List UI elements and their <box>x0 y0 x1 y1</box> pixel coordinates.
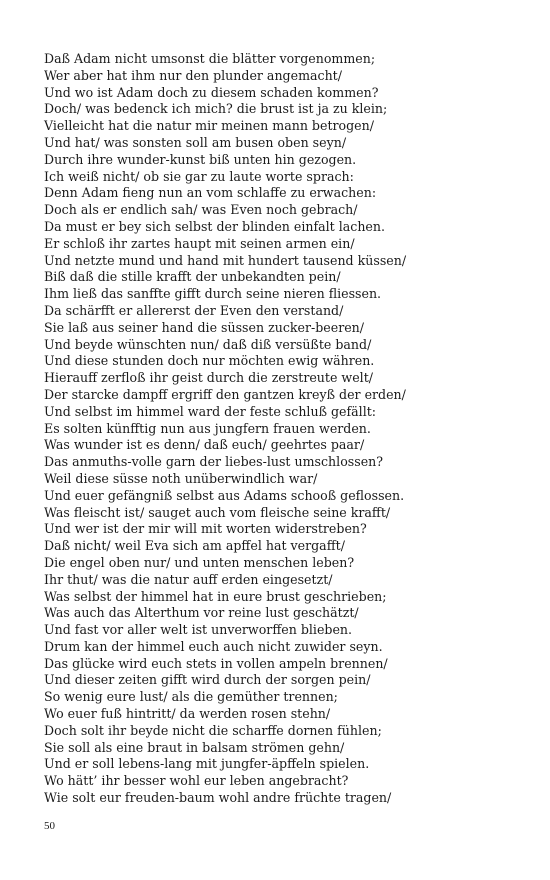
poem-line: Daß nicht/ weil Eva sich am apffel hat vergafft/ <box>44 538 345 554</box>
page-number: 50 <box>44 820 55 832</box>
poem-line: Weil diese süsse noth unüberwindlich war/ <box>44 470 318 486</box>
poem-line: Vielleicht hat die natur mir meinen mann betrogen/ <box>44 118 374 134</box>
poem-line: Und euer gefängniß selbst aus Adams schooß geflossen. <box>44 487 405 503</box>
poem-line: Und wer ist der mir will mit worten widerstreben? <box>44 521 367 537</box>
poem-line: Und diese stunden doch nur möchten ewig währen. <box>44 353 375 369</box>
poem-line: Hierauff zerfloß ihr geist durch die zerstreute welt/ <box>44 370 373 386</box>
poem-line: Da must er bey sich selbst der blinden einfalt lachen. <box>44 218 386 234</box>
poem-line: Doch solt ihr beyde nicht die scharffe dornen fühlen; <box>44 722 382 738</box>
poem-line: Und selbst im himmel ward der feste schluß gefällt: <box>44 403 377 419</box>
poem-line: Sie soll als eine braut in balsam strömen gehn/ <box>44 739 345 755</box>
poem-line: Der starcke dampff ergriff den gantzen kreyß der erden/ <box>44 386 406 402</box>
poem-line: Daß Adam nicht umsonst die blätter vorgenommen; <box>44 51 376 66</box>
poem-line: Und netzte mund und hand mit hundert tausend küssen/ <box>44 252 407 268</box>
poem-line: Biß daß die stille krafft der unbekandten pein/ <box>44 269 341 285</box>
poem-line: Wo euer fuß hintritt/ da werden rosen stehn/ <box>44 706 331 722</box>
poem-line: So wenig eure lust/ als die gemüther trennen; <box>44 689 338 705</box>
poem-line: Da schärfft er allererst der Even den verstand/ <box>44 302 344 318</box>
poem-line: Und dieser zeiten gifft wird durch der sorgen pein/ <box>44 672 371 688</box>
poem-line: Die engel oben nur/ und unten menschen leben? <box>44 554 355 570</box>
poem-line: Was wunder ist es denn/ daß euch/ geehrtes paar/ <box>44 437 365 453</box>
poem-line: Sie laß aus seiner hand die süssen zucker-beeren/ <box>44 319 365 335</box>
poem-line: Ihr thut/ was die natur auff erden eingesetzt/ <box>44 571 333 587</box>
poem-line: Was fleischt ist/ sauget auch vom fleische seine krafft/ <box>44 504 391 520</box>
poem-line: Und wo ist Adam doch zu diesem schaden kommen? <box>44 84 379 100</box>
poem-line: Wie solt eur freuden-baum wohl andre früchte tragen/ <box>44 790 392 806</box>
poem-line: Durch ihre wunder-kunst biß unten hin gezogen. <box>44 151 357 167</box>
poem-line: Und beyde wünschten nun/ daß diß versüßte band/ <box>44 336 372 352</box>
poem-text <box>44 51 524 807</box>
poem-line: Und fast vor aller welt ist unverworffen blieben. <box>44 622 353 638</box>
poem-line: Ich weiß nicht/ ob sie gar zu laute worte sprach: <box>44 168 354 184</box>
poem-line: Und er soll lebens-lang mit jungfer-äpffeln spielen. <box>44 756 370 772</box>
poem-line: Wer aber hat ihm nur den plunder angemacht/ <box>44 67 342 83</box>
poem-line: Was selbst der himmel hat in eure brust geschrieben; <box>44 588 387 604</box>
poem-line: Ihm ließ das sanffte gifft durch seine nieren fliessen. <box>44 286 382 302</box>
poem-line: Er schloß ihr zartes haupt mit seinen armen ein/ <box>44 235 355 251</box>
poem-line: Es solten künfftig nun aus jungfern frauen werden. <box>44 420 371 436</box>
poem-line: Das glücke wird euch stets in vollen ampeln brennen/ <box>44 655 388 671</box>
poem-line: Was auch das Alterthum vor reine lust geschätzt/ <box>44 605 359 621</box>
poem-line: Wo hätt’ ihr besser wohl eur leben angebracht? <box>44 773 349 789</box>
poem-line: Drum kan der himmel euch auch nicht zuwider seyn. <box>44 638 383 654</box>
poem-line: Denn Adam fieng nun an vom schlaffe zu erwachen: <box>44 185 377 201</box>
poem-line: Doch als er endlich sah/ was Even noch gebrach/ <box>44 202 358 218</box>
poem-line: Doch/ was bedenck ich mich? die brust ist ja zu klein; <box>44 101 388 117</box>
poem-line: Und hat/ was sonsten soll am busen oben seyn/ <box>44 134 347 150</box>
poem-line: Das anmuths-volle garn der liebes-lust umschlossen? <box>44 454 384 470</box>
